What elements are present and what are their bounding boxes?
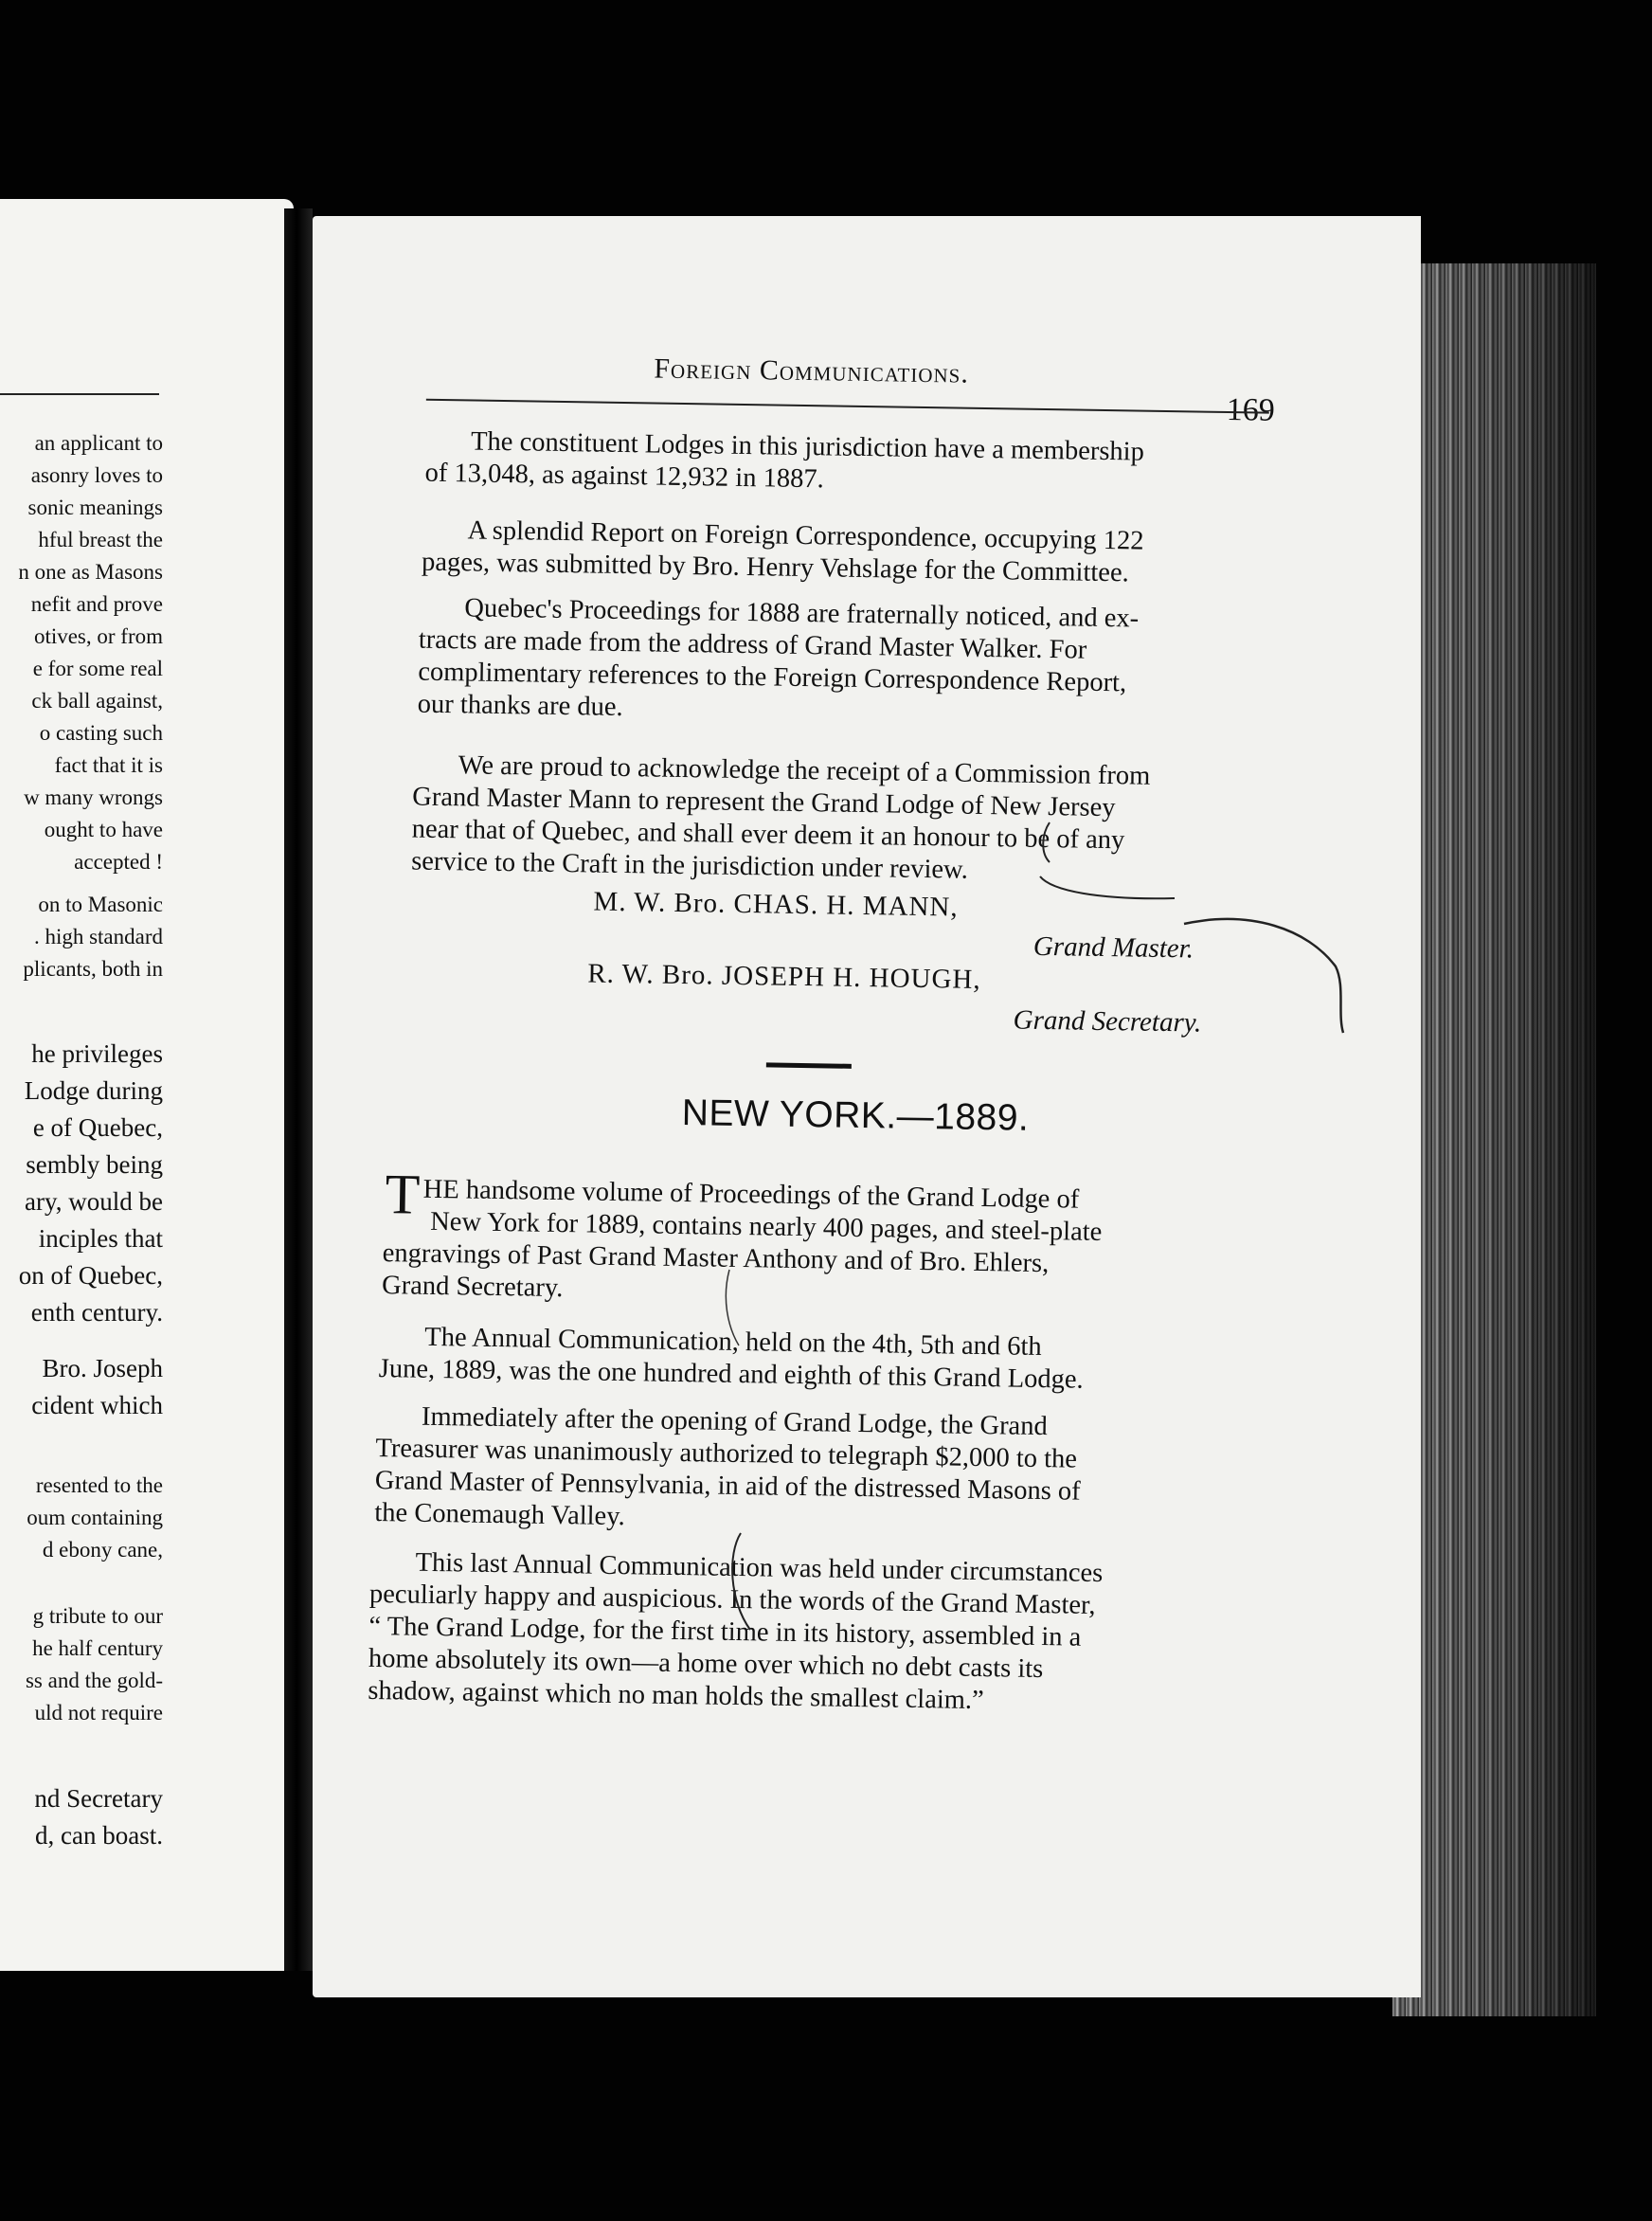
- text-line: service to the Craft in the jurisdiction under review.: [410, 846, 969, 885]
- text-line: pages, was submitted by Bro. Henry Vehslage for the Committee.: [421, 547, 1129, 588]
- left-line: fact that it is: [54, 753, 163, 777]
- text-line: tracts are made from the address of Grand Master Walker. For: [418, 624, 1087, 665]
- text-line: Quebec's Proceedings for 1888 are fraternally noticed, and ex-: [464, 593, 1140, 634]
- left-line: Lodge during: [24, 1076, 163, 1105]
- text-line: complimentary references to the Foreign Correspondence Report,: [418, 657, 1127, 698]
- page-number: 169: [1226, 391, 1276, 428]
- section-title: NEW YORK.—1889.: [681, 1092, 1030, 1139]
- text-line: engravings of Past Grand Master Anthony and of Bro. Ehlers,: [382, 1238, 1050, 1279]
- drop-cap: T: [385, 1163, 421, 1226]
- signature-name: R. W. Bro. JOSEPH H. HOUGH,: [587, 958, 981, 995]
- paragraph-commission: [411, 749, 1264, 892]
- left-line: resented to the: [35, 1473, 163, 1497]
- text-line: shadow, against which no man holds the smallest claim.”: [368, 1675, 984, 1716]
- text-line: “ The Grand Lodge, for the first time in its history, assembled in a: [368, 1611, 1082, 1652]
- left-line: ought to have: [44, 818, 163, 841]
- left-page-rule: [0, 393, 159, 395]
- text-line: This last Annual Communication was held under circumstances: [415, 1547, 1104, 1589]
- left-line: he privileges: [31, 1039, 163, 1068]
- text-line: Grand Secretary.: [381, 1271, 564, 1304]
- text-line: Immediately after the opening of Grand Lodge, the Grand: [421, 1401, 1048, 1442]
- header-rule: [426, 399, 1269, 414]
- paragraph-quebec: [418, 592, 1266, 734]
- signature-title: Grand Master.: [1032, 930, 1194, 965]
- paragraph-membership: [424, 425, 1268, 503]
- left-line: otives, or from: [33, 624, 163, 648]
- left-line: inciples that: [38, 1224, 163, 1253]
- left-line: cident which: [31, 1391, 163, 1419]
- book-page: [313, 216, 1421, 1997]
- text-line: A splendid Report on Foreign Correspondence, occupying 122: [467, 515, 1144, 556]
- left-page-fragment: [0, 199, 294, 1971]
- left-line: oum containing: [27, 1506, 163, 1529]
- text-line: our thanks are due.: [417, 689, 623, 722]
- left-line: plicants, both in: [23, 957, 163, 981]
- left-line: e of Quebec,: [32, 1113, 163, 1142]
- text-line: the Conemaugh Valley.: [374, 1497, 625, 1532]
- left-line: g tribute to our: [32, 1604, 163, 1628]
- left-line: o casting such: [39, 721, 163, 745]
- left-line: ck ball against,: [31, 689, 163, 713]
- left-line: sembly being: [26, 1150, 163, 1179]
- text-line: home absolutely its own—a home over which no debt casts its: [368, 1643, 1044, 1685]
- section-divider: [766, 1062, 852, 1068]
- paragraph-treasurer: [374, 1400, 1234, 1543]
- left-line: accepted !: [74, 850, 163, 874]
- page-content: [287, 208, 1423, 2006]
- left-line: . high standard: [33, 925, 163, 948]
- left-line: nd Secretary: [34, 1784, 163, 1813]
- left-line: d, can boast.: [35, 1821, 163, 1850]
- left-line: e for some real: [32, 657, 163, 680]
- text-line: The Annual Communication, held on the 4th, 5th and 6th: [424, 1322, 1042, 1363]
- left-line: ss and the gold-: [25, 1669, 163, 1692]
- text-line: of 13,048, as against 12,932 in 1887.: [424, 458, 824, 495]
- left-line: on to Masonic: [38, 893, 163, 916]
- text-line: We are proud to acknowledge the receipt of a Commission from: [458, 750, 1151, 791]
- text-line: Grand Master of Pennsylvania, in aid of the distressed Masons of: [374, 1465, 1081, 1507]
- running-head: Foreign Communications.: [654, 352, 970, 389]
- paragraph-volume: [382, 1173, 1238, 1315]
- left-line: nefit and prove: [30, 592, 163, 616]
- paragraph-quote: [368, 1546, 1232, 1721]
- left-line: ary, would be: [25, 1187, 163, 1216]
- left-line: w many wrongs: [24, 785, 163, 809]
- text-line: June, 1889, was the one hundred and eighth of this Grand Lodge.: [378, 1354, 1084, 1395]
- left-line: sonic meanings: [27, 496, 163, 519]
- left-line: n one as Masons: [18, 560, 163, 584]
- left-line: Bro. Joseph: [42, 1354, 163, 1382]
- paragraph-report: [422, 515, 1267, 592]
- left-line: he half century: [32, 1636, 163, 1660]
- signature-title: Grand Secretary.: [1013, 1004, 1202, 1038]
- left-line: on of Quebec,: [18, 1261, 163, 1290]
- text-line: HE handsome volume of Proceedings of the Grand Lodge of: [422, 1174, 1080, 1215]
- left-line: hful breast the: [38, 528, 163, 551]
- text-line: peculiarly happy and auspicious. In the words of the Grand Master,: [368, 1579, 1096, 1620]
- left-line: an applicant to: [34, 431, 163, 455]
- paragraph-annual: [379, 1321, 1236, 1399]
- text-line: Grand Master Mann to represent the Grand Lodge of New Jersey: [412, 782, 1116, 823]
- left-line: uld not require: [34, 1701, 163, 1724]
- left-line: enth century.: [30, 1298, 163, 1327]
- text-line: Treasurer was unanimously authorized to telegraph $2,000 to the: [375, 1433, 1078, 1474]
- text-line: The constituent Lodges in this jurisdiction have a membership: [470, 426, 1145, 467]
- left-line: d ebony cane,: [42, 1538, 163, 1562]
- signature-name: M. W. Bro. CHAS. H. MANN,: [593, 886, 959, 923]
- left-line: asonry loves to: [30, 463, 163, 487]
- text-line: near that of Quebec, and shall ever deem it an honour to be of any: [411, 814, 1125, 856]
- page-edges-shadow: [1392, 263, 1596, 2016]
- text-line: New York for 1889, contains nearly 400 pages, and steel-plate: [429, 1206, 1103, 1248]
